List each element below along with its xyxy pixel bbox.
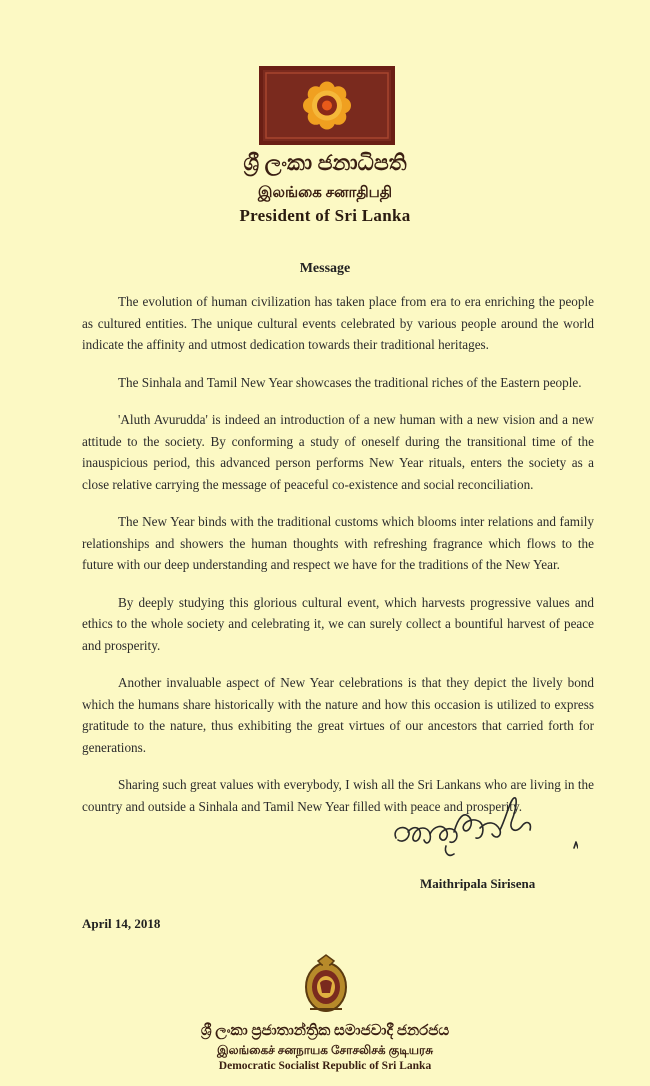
signer-name: Maithripala Sirisena xyxy=(420,876,536,891)
message-paragraph: Sharing such great values with everybody, I wish all the Sri Lankans who are living in the country and outside a Sinhala and Tamil New Year filled with peace and prosperity. xyxy=(82,777,594,814)
message-body xyxy=(82,291,594,833)
footer-sinhala: ශ්‍රී ලංකා ප්‍රජාතාන්ත්‍රික සමාජවාදී ජනරජය xyxy=(200,1023,450,1039)
sinhala-title: ශ්‍රී ලංකා ජනාධිපති xyxy=(243,150,407,175)
handwritten-signature xyxy=(388,788,578,866)
message-paragraph: Another invaluable aspect of New Year celebrations is that they depict the lively bond which the humans share historically with the nature and how this occasion is utilized to express gratitude to the nature, thus exhibiting the great virtues of our ancestors that carried forth for generations. xyxy=(82,675,594,755)
message-paragraph: By deeply studying this glorious cultural event, which harvests progressive values and ethics to the whole society and celebrating it, we can surely collect a bountiful harvest of peace and prosperity. xyxy=(82,594,594,653)
message-paragraph: 'Aluth Avurudda' is indeed an introduction of a new human with a new vision and a new attitude to the society. By conforming a study of oneself during the transitional time of the inauspicious period, this advanced person performs New Year rituals, enters the society as a close relative carrying the message of peaceful co-existence and social reconciliation. xyxy=(82,412,594,492)
message-paragraph: The Sinhala and Tamil New Year showcases the traditional riches of the Eastern people. xyxy=(118,374,582,390)
message-paragraph: The New Year binds with the traditional customs which blooms inter relations and family relationships and showers the human thoughts with refreshing fragrance which flows to the future with our deep understanding and respect we have for the traditions of the New Year. xyxy=(82,514,594,572)
footer-tamil: இலங்கைச் சனநாயக சோசலிசக் குடியரசு xyxy=(216,1043,434,1057)
footer-english: Democratic Socialist Republic of Sri Lanka xyxy=(218,1060,432,1072)
message-paragraph: The evolution of human civilization has taken place from era to era enriching the people as cultured entities. The unique cultural events celebrated by various people around the world indicate the affinity and utmost dedication towards their traditional heritages. xyxy=(82,294,594,352)
flower-emblem-icon xyxy=(259,66,395,145)
english-title: President of Sri Lanka xyxy=(239,206,411,225)
tamil-title: இலங்கை சனாதிபதி xyxy=(257,185,393,201)
letter-date: April 14, 2018 xyxy=(82,916,161,931)
message-heading: Message xyxy=(299,261,351,276)
state-crest-icon xyxy=(302,953,350,1015)
